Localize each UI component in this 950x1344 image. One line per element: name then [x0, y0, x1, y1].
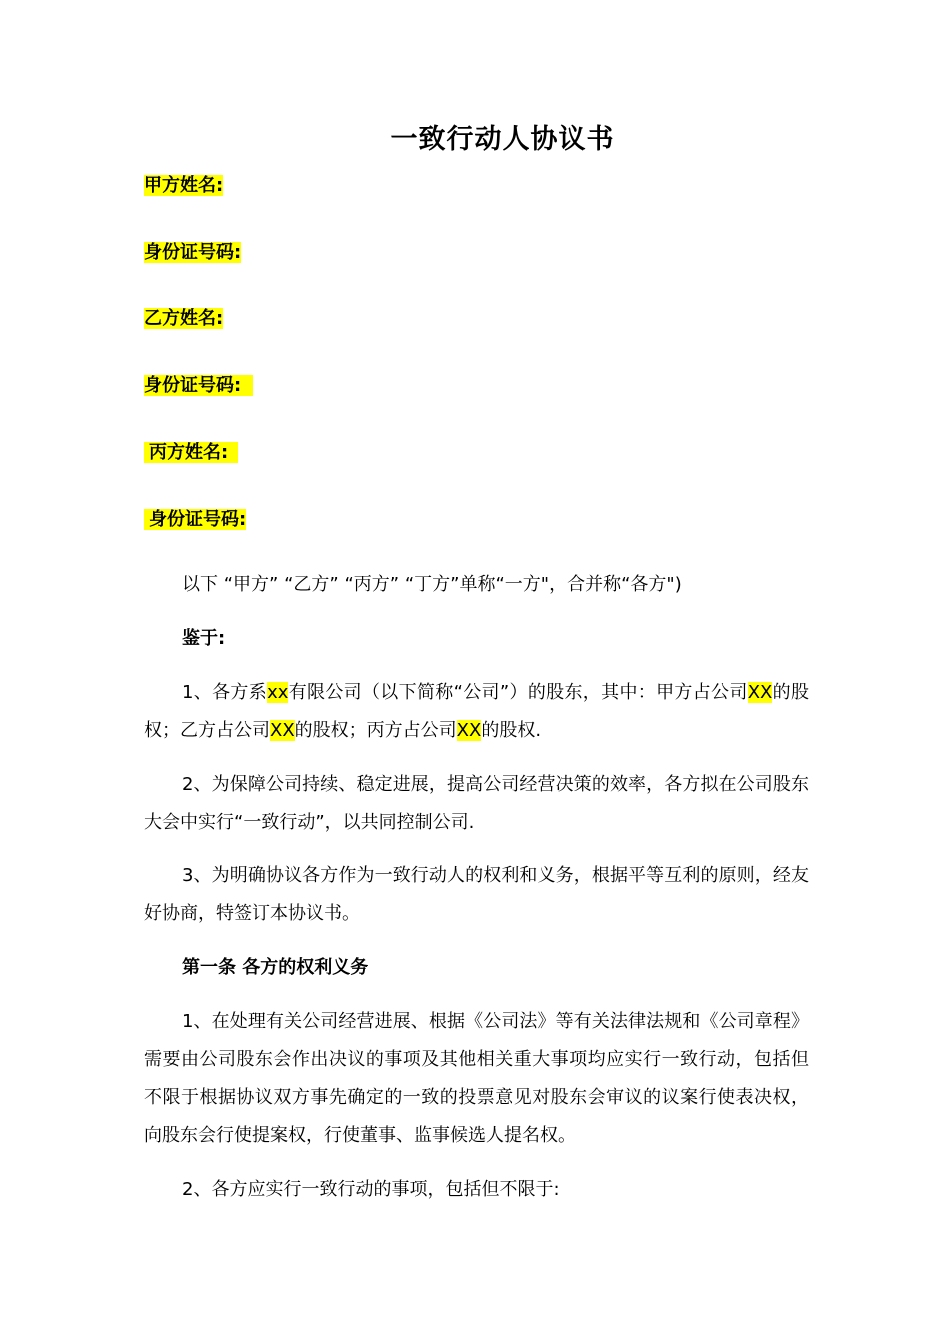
article-1-paragraph-1: 1、在处理有关公司经营进展、根据《公司法》等有关法律法规和《公司章程》需要由公司股东会作出决议的事项及其他相关重大事项均应实行一致行动，包括但不限于根据协议双方事先确定的一致的投票意见对股东会审议的议案行使表决权，向股东会行使提案权，行使董事、监事候选人提名权。	[144, 1011, 809, 1146]
intro-paragraph: 以下 “甲方” “乙方” “丙方” “丁方”单称“一方"，合并称“各方")	[182, 574, 682, 595]
placeholder-share-a: XX	[747, 682, 773, 703]
placeholder-share-b: XX	[270, 720, 295, 741]
article-1-heading: 第一条 各方的权利义务	[182, 957, 369, 978]
party-b-name-field: 乙方姓名:	[144, 308, 224, 329]
whereas-clause-3: 3、为明确协议各方作为一致行动人的权利和义务，根据平等互利的原则，经友好协商，特签订本协议书。	[144, 865, 809, 924]
party-c-id-field: 身份证号码:	[144, 507, 246, 533]
party-a-name-field: 甲方姓名:	[144, 175, 224, 196]
whereas-heading: 鉴于:	[182, 628, 226, 649]
document-title: 一致行动人协议书	[390, 124, 615, 155]
whereas-clause-2: 2、为保障公司持续、稳定进展，提高公司经营决策的效率，各方拟在公司股东大会中实行“一致行动”，以共同控制公司.	[144, 774, 809, 833]
placeholder-share-c: XX	[456, 720, 482, 741]
whereas-clause-1: 1、各方系xx有限公司（以下简称“公司”）的股东，其中：甲方占公司XX的股权；乙方占公司XX的股权；丙方占公司XX的股权.	[144, 682, 810, 741]
party-c-name-field: 丙方姓名:	[144, 440, 238, 466]
party-b-id-field: 身份证号码:	[144, 373, 253, 399]
placeholder-company: xx	[267, 682, 289, 703]
article-1-paragraph-2: 2、各方应实行一致行动的事项，包括但不限于:	[182, 1179, 560, 1200]
party-a-id-field: 身份证号码:	[144, 242, 242, 263]
